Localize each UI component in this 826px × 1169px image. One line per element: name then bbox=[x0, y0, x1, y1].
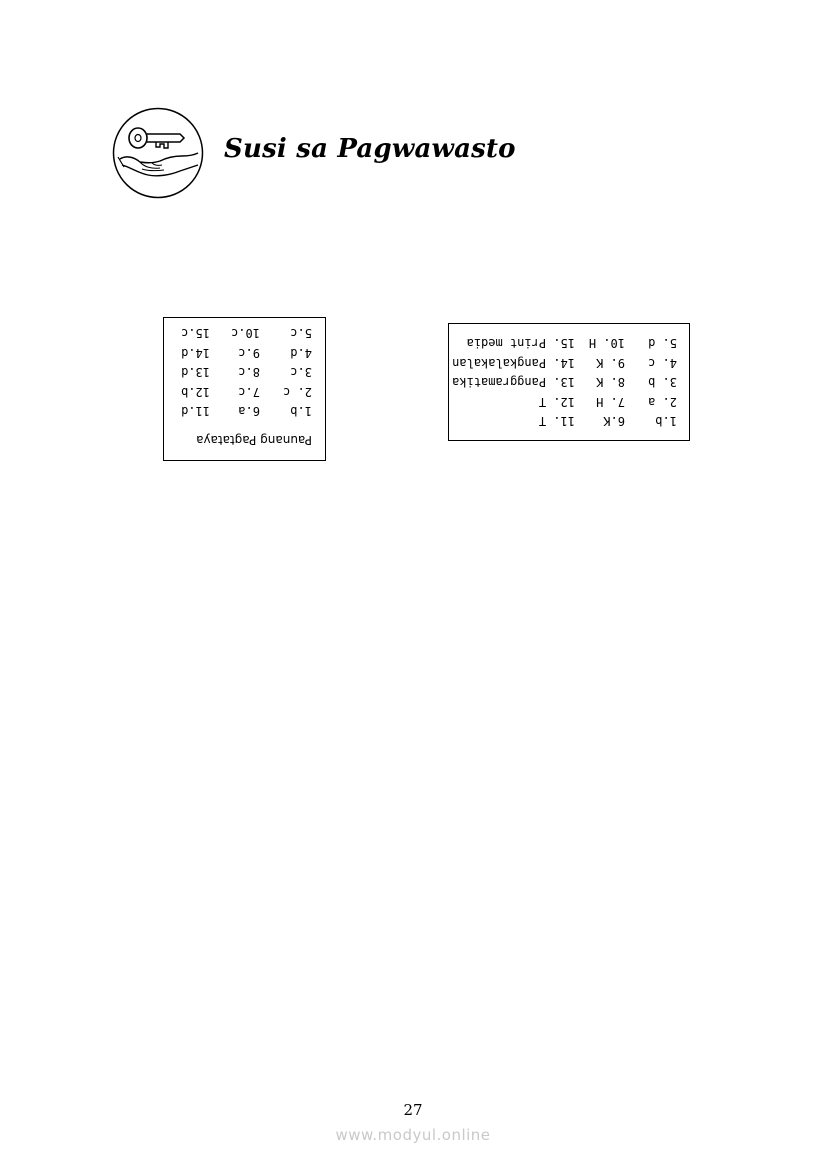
answer-cell: 1.b bbox=[290, 404, 312, 419]
answer-cell: 12.b bbox=[181, 384, 210, 399]
answer-key-heading: Paunang Pagtataya bbox=[196, 433, 312, 447]
answer-cell: 12. T bbox=[538, 394, 575, 409]
answer-cell: 6.K bbox=[603, 414, 625, 429]
page-title: Susi sa Pagwawasto bbox=[224, 134, 516, 164]
table-row bbox=[452, 412, 677, 432]
answer-cell: 8.c bbox=[238, 365, 260, 380]
answer-key-second-set bbox=[448, 323, 690, 441]
answer-cell: 1.b bbox=[655, 414, 677, 429]
answer-cell: 4.d bbox=[290, 345, 312, 360]
table-row bbox=[452, 334, 677, 354]
answer-cell: 9.c bbox=[238, 345, 260, 360]
table-row bbox=[452, 392, 677, 412]
answer-cell: 14.d bbox=[181, 345, 210, 360]
table-row bbox=[181, 382, 312, 402]
answer-cell: 14. Pangkalakalan bbox=[452, 355, 575, 370]
answer-key-paunang-pagtataya bbox=[163, 317, 326, 461]
answer-cell: 5.c bbox=[290, 326, 312, 341]
table-row bbox=[181, 363, 312, 383]
table-row bbox=[181, 324, 312, 344]
answer-cell: 7. H bbox=[596, 394, 625, 409]
answer-cell: 13.d bbox=[181, 365, 210, 380]
table-row bbox=[181, 343, 312, 363]
answer-cell: 5. d bbox=[648, 336, 677, 351]
answer-cell: 15. Print media bbox=[466, 336, 575, 351]
answer-cell: 8. K bbox=[596, 375, 625, 390]
table-row bbox=[452, 353, 677, 373]
answer-cell: 2. c bbox=[283, 384, 312, 399]
answer-cell: 2. a bbox=[648, 394, 677, 409]
answer-table bbox=[181, 324, 312, 422]
answer-cell: 11.d bbox=[181, 404, 210, 419]
answer-cell: 10.c bbox=[231, 326, 260, 341]
answer-cell: 6.a bbox=[238, 404, 260, 419]
table-row bbox=[452, 373, 677, 393]
answer-cell: 13. Panggramatika bbox=[452, 375, 575, 390]
page-number: 27 bbox=[403, 1101, 423, 1119]
answer-cell: 7.c bbox=[238, 384, 260, 399]
answer-cell: 9. K bbox=[596, 355, 625, 370]
table-row bbox=[181, 402, 312, 422]
answer-table bbox=[452, 334, 677, 432]
answer-cell: 11. T bbox=[538, 414, 575, 429]
key-in-hand-icon bbox=[112, 107, 204, 199]
answer-cell: 3.c bbox=[290, 365, 312, 380]
answer-cell: 10. H bbox=[588, 336, 625, 351]
watermark: www.modyul.online bbox=[335, 1126, 491, 1144]
answer-cell: 4. c bbox=[648, 355, 677, 370]
answer-cell: 15.c bbox=[181, 326, 210, 341]
answer-cell: 3. b bbox=[648, 375, 677, 390]
